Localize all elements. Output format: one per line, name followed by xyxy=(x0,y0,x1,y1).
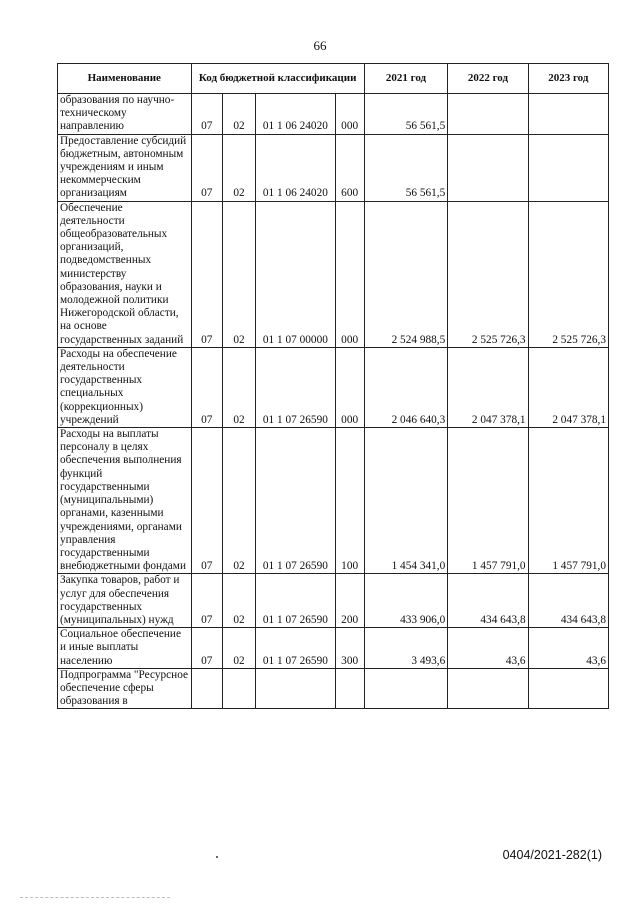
row-value-2021: 56 561,5 xyxy=(364,94,447,135)
row-name: образования по научно-техническому направлению xyxy=(58,94,192,135)
row-section: 07 xyxy=(191,628,222,669)
row-value-2021: 1 454 341,0 xyxy=(364,428,447,574)
row-subsection: 02 xyxy=(222,574,255,628)
header-name: Наименование xyxy=(58,64,192,94)
row-section: 07 xyxy=(191,201,222,347)
row-value-2023 xyxy=(528,94,608,135)
header-2022: 2022 год xyxy=(448,64,528,94)
row-value-2022: 2 525 726,3 xyxy=(448,201,528,347)
row-value-2022: 1 457 791,0 xyxy=(448,428,528,574)
row-value-2022: 43,6 xyxy=(448,628,528,669)
table-row xyxy=(58,628,609,669)
row-name: Расходы на обеспечение деятельности государственных специальных (коррекционных) учреждений xyxy=(58,347,192,427)
table-row xyxy=(58,668,609,709)
row-value-2021: 2 524 988,5 xyxy=(364,201,447,347)
row-target-article: 01 1 06 24020 xyxy=(256,134,335,201)
row-target-article: 01 1 07 26590 xyxy=(256,428,335,574)
row-section xyxy=(191,668,222,709)
row-expense-type: 600 xyxy=(335,134,364,201)
row-value-2023: 2 525 726,3 xyxy=(528,201,608,347)
table-row xyxy=(58,201,609,347)
row-value-2022 xyxy=(448,94,528,135)
row-target-article xyxy=(256,668,335,709)
row-subsection: 02 xyxy=(222,347,255,427)
row-value-2021 xyxy=(364,668,447,709)
row-value-2021: 3 493,6 xyxy=(364,628,447,669)
table-row xyxy=(58,428,609,574)
row-section: 07 xyxy=(191,134,222,201)
row-expense-type xyxy=(335,668,364,709)
row-name: Расходы на выплаты персоналу в целях обеспечения выполнения функций государственными (муниципальными) органами, казенными учреждениями, органами управления государственными внебюджетными фондами xyxy=(58,428,192,574)
row-subsection: 02 xyxy=(222,201,255,347)
row-name: Социальное обеспечение и иные выплаты населению xyxy=(58,628,192,669)
table-row xyxy=(58,134,609,201)
row-subsection: 02 xyxy=(222,134,255,201)
header-2023: 2023 год xyxy=(528,64,608,94)
row-section: 07 xyxy=(191,94,222,135)
scan-dot xyxy=(216,856,218,858)
row-name: Подпрограмма "Ресурсное обеспечение сферы образования в xyxy=(58,668,192,709)
table-row xyxy=(58,94,609,135)
row-expense-type: 000 xyxy=(335,347,364,427)
row-value-2022: 434 643,8 xyxy=(448,574,528,628)
row-name: Закупка товаров, работ и услуг для обеспечения государственных (муниципальных) нужд xyxy=(58,574,192,628)
row-subsection: 02 xyxy=(222,628,255,669)
row-value-2022: 2 047 378,1 xyxy=(448,347,528,427)
row-expense-type: 300 xyxy=(335,628,364,669)
row-target-article: 01 1 07 26590 xyxy=(256,574,335,628)
row-value-2021: 433 906,0 xyxy=(364,574,447,628)
header-2021: 2021 год xyxy=(364,64,447,94)
row-name: Предоставление субсидий бюджетным, автономным учреждениям и иным некоммерческим организациям xyxy=(58,134,192,201)
row-target-article: 01 1 06 24020 xyxy=(256,94,335,135)
row-section: 07 xyxy=(191,574,222,628)
document-code: 0404/2021-282(1) xyxy=(502,848,602,862)
row-subsection: 02 xyxy=(222,428,255,574)
row-value-2022 xyxy=(448,134,528,201)
budget-table xyxy=(57,63,609,709)
scan-artifact-line xyxy=(20,897,170,899)
row-expense-type: 100 xyxy=(335,428,364,574)
row-expense-type: 000 xyxy=(335,94,364,135)
row-value-2023: 2 047 378,1 xyxy=(528,347,608,427)
table-row xyxy=(58,574,609,628)
page-number: 66 xyxy=(313,38,327,53)
row-target-article: 01 1 07 26590 xyxy=(256,347,335,427)
header-budget-code: Код бюджетной классификации xyxy=(191,64,364,94)
row-value-2021: 56 561,5 xyxy=(364,134,447,201)
row-section: 07 xyxy=(191,428,222,574)
row-subsection xyxy=(222,668,255,709)
row-target-article: 01 1 07 00000 xyxy=(256,201,335,347)
row-value-2022 xyxy=(448,668,528,709)
table-row xyxy=(58,347,609,427)
row-target-article: 01 1 07 26590 xyxy=(256,628,335,669)
row-value-2023 xyxy=(528,134,608,201)
row-value-2023: 1 457 791,0 xyxy=(528,428,608,574)
table-header-row xyxy=(58,64,609,94)
row-value-2023: 43,6 xyxy=(528,628,608,669)
row-expense-type: 200 xyxy=(335,574,364,628)
row-name: Обеспечение деятельности общеобразовательных организаций, подведомственных министерству образования, науки и молодежной политики Нижегородской области, на основе государственных заданий xyxy=(58,201,192,347)
row-section: 07 xyxy=(191,347,222,427)
row-value-2023 xyxy=(528,668,608,709)
row-value-2023: 434 643,8 xyxy=(528,574,608,628)
row-expense-type: 000 xyxy=(335,201,364,347)
row-subsection: 02 xyxy=(222,94,255,135)
row-value-2021: 2 046 640,3 xyxy=(364,347,447,427)
